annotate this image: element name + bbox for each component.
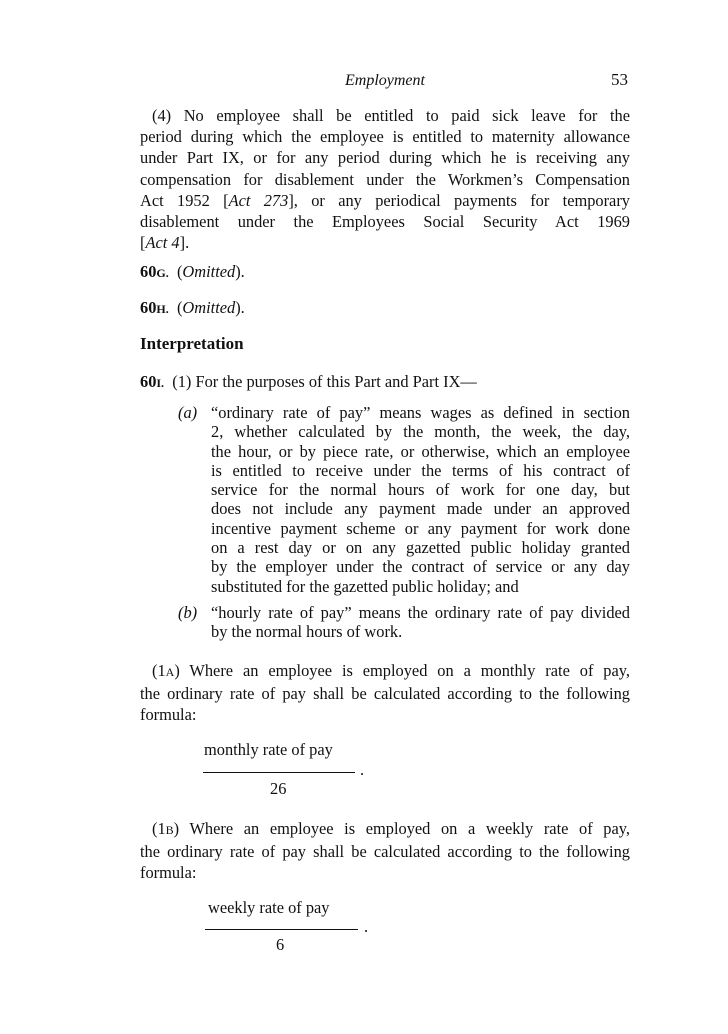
formula-period: .	[360, 760, 365, 779]
text-line: (4) No employee shall be entitled to paid sick leave for the	[152, 106, 630, 125]
item-label: (b)	[178, 603, 198, 622]
text-line: compensation for disablement under the Workmen’s Compensation	[140, 169, 630, 189]
section-intro: (1) For the purposes of this Part and Part IX—	[172, 372, 477, 391]
act-reference: Act 4	[145, 233, 180, 253]
subsection-1b: (1B) Where an employee is employed on a weekly rate of pay, the ordinary rate of pay shall be calculated according to the following formula:	[140, 819, 630, 883]
section-60g: 60G. (Omitted).	[140, 262, 245, 281]
act-reference: Act 273	[228, 190, 289, 210]
item-body: “hourly rate of pay” means the ordinary rate of pay divided by the normal hours of work.	[211, 603, 630, 642]
formula-denominator: 6	[276, 935, 285, 954]
subsection-4	[140, 105, 630, 253]
section-number: 60I.	[140, 372, 165, 391]
fraction-bar	[203, 772, 355, 773]
section-heading: Interpretation	[140, 334, 244, 353]
formula-numerator: monthly rate of pay	[204, 740, 333, 759]
page-number: 53	[611, 70, 628, 89]
section-60h: 60H. (Omitted).	[140, 298, 245, 317]
formula-denominator: 26	[270, 779, 287, 798]
running-title: Employment	[345, 72, 425, 89]
fraction-bar	[205, 929, 358, 930]
section-number: 60H.	[140, 298, 169, 317]
text-line: disablement under the Employees Social Security Act 1969	[140, 212, 630, 232]
section-60i	[140, 372, 477, 392]
formula-numerator: weekly rate of pay	[208, 898, 330, 917]
text-line: [Act 4].	[140, 233, 190, 253]
item-label: (a)	[178, 403, 198, 422]
subsection-1a: (1A) Where an employee is employed on a monthly rate of pay, the ordinary rate of pay shall be calculated according to the following formula:	[140, 661, 630, 725]
formula-period: .	[364, 917, 369, 936]
page-header	[140, 68, 630, 94]
text-line: under Part IX, or for any period during which he is receiving any	[140, 148, 630, 168]
text-line: period during which the employee is entitled to maternity allowance	[140, 127, 630, 147]
item-body: “ordinary rate of pay” means wages as defined in section 2, whether calculated by the month, the week, the day, the hour, or by piece rate, or otherwise, which an employee is entitled to receive under the terms of his contract of service for the normal hours of work for one day, but does not include any payment made under an approved incentive payment scheme or any payment for work done on a rest day or on any gazetted public holiday granted by the employer under the contract of service or any day substituted for the gazetted public holiday; and	[211, 403, 630, 596]
section-number: 60G.	[140, 262, 169, 281]
text-line: Act 1952 [Act 273], or any periodical payments for temporary	[140, 190, 630, 210]
